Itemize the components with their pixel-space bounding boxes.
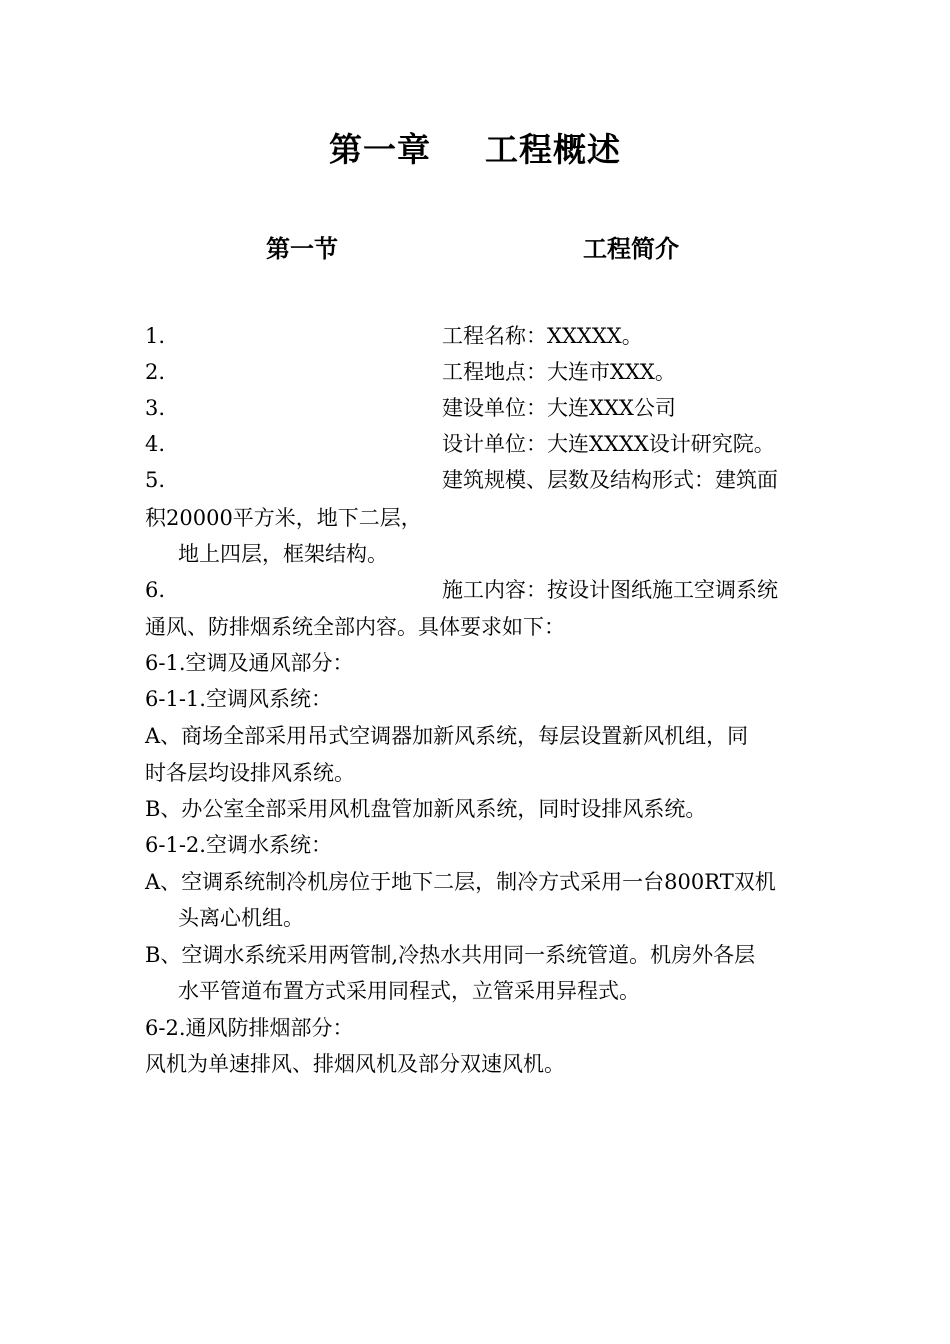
item-number: 2. (145, 360, 166, 384)
paragraph-line: B、空调水系统采用两管制,冷热水共用同一系统管道。机房外各层 (145, 943, 756, 967)
paragraph-line: B、办公室全部采用风机盘管加新风系统，同时设排风系统。 (145, 797, 707, 821)
paragraph-line: 水平管道布置方式采用同程式，立管采用异程式。 (178, 979, 640, 1003)
chapter-heading (0, 126, 950, 174)
subsection-heading: 6-1.空调及通风部分： (145, 651, 354, 675)
item-number: 3. (145, 396, 166, 420)
paragraph-line: 头离心机组。 (178, 906, 304, 930)
item-number: 1. (145, 324, 166, 348)
chapter-title: 工程概述 (485, 130, 621, 169)
item-text: 施工内容：按设计图纸施工空调系统 (442, 578, 778, 602)
paragraph-line: A、空调系统制冷机房位于地下二层，制冷方式采用一台800RT双机 (145, 870, 776, 894)
section-number: 第一节 (266, 234, 338, 263)
item-continuation: 地上四层，框架结构。 (178, 542, 388, 566)
section-title: 工程简介 (583, 234, 679, 263)
item-text: 工程名称：XXXXX。 (442, 324, 643, 348)
item-text: 建设单位：大连XXX公司 (442, 396, 676, 420)
item-number: 4. (145, 432, 166, 456)
subsection-heading: 6-2.通风防排烟部分： (145, 1016, 354, 1040)
subsection-heading: 6-1-1.空调风系统： (145, 687, 332, 711)
item-continuation: 积20000平方米，地下二层， (145, 506, 422, 530)
item-text: 工程地点：大连市XXX。 (442, 360, 676, 384)
paragraph-line: 时各层均设排风系统。 (145, 761, 355, 785)
item-number: 5. (145, 468, 166, 492)
item-continuation: 通风、防排烟系统全部内容。具体要求如下： (145, 615, 565, 639)
item-text: 建筑规模、层数及结构形式：建筑面 (442, 468, 778, 492)
paragraph-line: A、商场全部采用吊式空调器加新风系统，每层设置新风机组，同 (145, 724, 749, 748)
paragraph-line: 风机为单速排风、排烟风机及部分双速风机。 (145, 1052, 565, 1076)
subsection-heading: 6-1-2.空调水系统： (145, 833, 332, 857)
chapter-number: 第一章 (329, 130, 431, 169)
item-number: 6. (145, 578, 166, 602)
item-text: 设计单位：大连XXXX设计研究院。 (442, 432, 775, 456)
